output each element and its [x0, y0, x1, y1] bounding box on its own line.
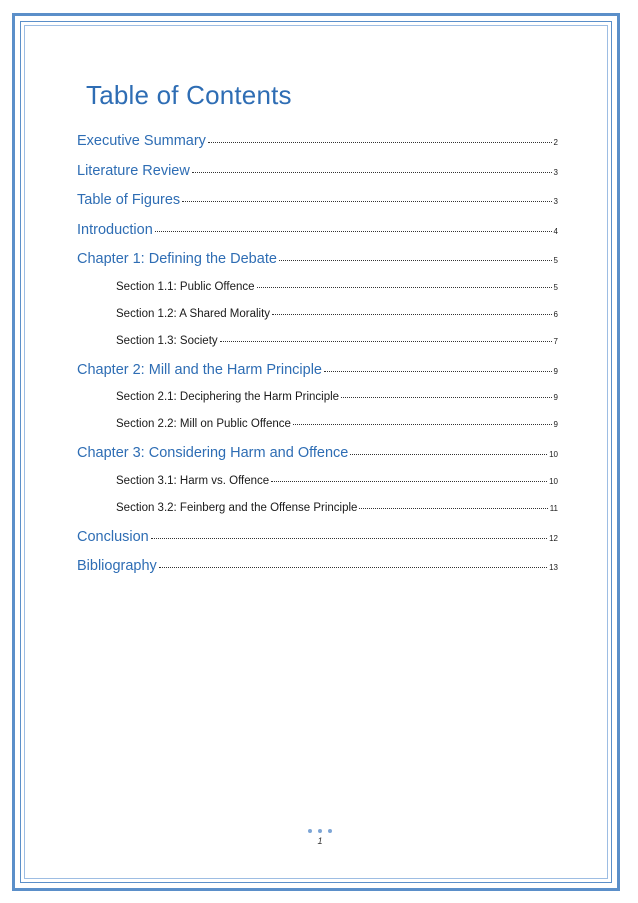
footer-dot	[308, 829, 312, 833]
toc-entry-page: 4	[553, 226, 558, 236]
toc-entry-chapter[interactable]	[77, 445, 558, 475]
toc-entry-section[interactable]	[77, 281, 558, 308]
toc-dot-leader	[271, 480, 547, 482]
toc-entry-section[interactable]	[77, 502, 558, 529]
toc-entry-page: 7	[553, 336, 558, 346]
toc-entry-label: Section 1.1: Public Offence	[116, 280, 255, 293]
toc-dot-leader	[208, 141, 552, 143]
toc-entry-chapter[interactable]	[77, 251, 558, 281]
toc-dot-leader	[272, 313, 551, 315]
toc-entry-section[interactable]	[77, 418, 558, 445]
toc-dot-leader	[324, 370, 552, 372]
toc-entry-chapter[interactable]	[77, 558, 558, 588]
footer-dot	[328, 829, 332, 833]
toc-entry-label: Literature Review	[77, 162, 190, 179]
toc-entry-chapter[interactable]	[77, 192, 558, 222]
toc-entry-label: Chapter 3: Considering Harm and Offence	[77, 445, 349, 461]
toc-entry-label: Table of Figures	[77, 192, 181, 208]
toc-entry-label: Section 3.2: Feinberg and the Offense Principle	[116, 501, 358, 514]
toc-entry-label: Conclusion	[77, 528, 149, 545]
toc-entry-label: Section 3.1: Harm vs. Offence	[116, 474, 270, 487]
toc-dot-leader	[159, 566, 547, 568]
toc-entry-page: 2	[553, 138, 558, 147]
toc-dot-leader	[155, 230, 552, 232]
toc-entry-label: Section 2.2: Mill on Public Offence	[116, 418, 291, 430]
footer-dot	[318, 829, 322, 833]
toc-entry-label: Section 2.1: Deciphering the Harm Principle	[116, 391, 340, 403]
toc-entry-page: 5	[553, 282, 558, 292]
toc-dot-leader	[192, 171, 552, 173]
toc-entry-label: Section 1.3: Society	[116, 334, 218, 347]
toc-entry-label: Chapter 2: Mill and the Harm Principle	[77, 361, 322, 378]
toc-dot-leader	[279, 259, 552, 261]
toc-dot-leader	[182, 200, 551, 202]
toc-entry-page: 9	[553, 366, 558, 376]
toc-entry-page: 9	[553, 420, 558, 429]
toc-entry-label: Bibliography	[77, 558, 157, 574]
toc-entry-page: 3	[553, 197, 558, 206]
toc-entry-page: 11	[549, 503, 558, 513]
toc-entry-section[interactable]	[77, 475, 558, 502]
toc-dot-leader	[220, 340, 552, 342]
toc-entry-chapter[interactable]	[77, 222, 558, 252]
toc-entry-label: Chapter 1: Defining the Debate	[77, 251, 277, 267]
toc-entry-page: 13	[549, 563, 558, 572]
toc-entry-chapter[interactable]	[77, 133, 558, 163]
toc-entry-page: 10	[549, 450, 558, 459]
toc-dot-leader	[293, 423, 552, 425]
page-number: 1	[317, 836, 323, 846]
toc-entry-label: Introduction	[77, 221, 153, 238]
toc-entry-chapter[interactable]	[77, 163, 558, 193]
toc-dot-leader	[341, 396, 551, 398]
toc-entry-section[interactable]	[77, 391, 558, 418]
toc-entry-page: 5	[553, 256, 558, 265]
footer-dots	[308, 829, 332, 835]
toc-entry-chapter[interactable]	[77, 529, 558, 559]
toc-entry-label: Section 1.2: A Shared Morality	[116, 307, 271, 320]
toc-entry-page: 10	[549, 476, 558, 486]
toc-entry-page: 3	[553, 167, 558, 177]
toc-entry-section[interactable]	[77, 335, 558, 362]
toc-list	[77, 133, 558, 588]
toc-entry-chapter[interactable]	[77, 362, 558, 392]
toc-dot-leader	[350, 453, 547, 455]
toc-entry-section[interactable]	[77, 308, 558, 335]
toc-title: Table of Contents	[86, 80, 292, 110]
toc-entry-page: 12	[549, 533, 558, 543]
toc-dot-leader	[257, 286, 552, 288]
toc-entry-page: 9	[553, 393, 558, 402]
toc-dot-leader	[151, 537, 547, 539]
toc-entry-label: Executive Summary	[77, 133, 206, 149]
toc-dot-leader	[359, 507, 547, 509]
toc-entry-page: 6	[553, 309, 558, 319]
